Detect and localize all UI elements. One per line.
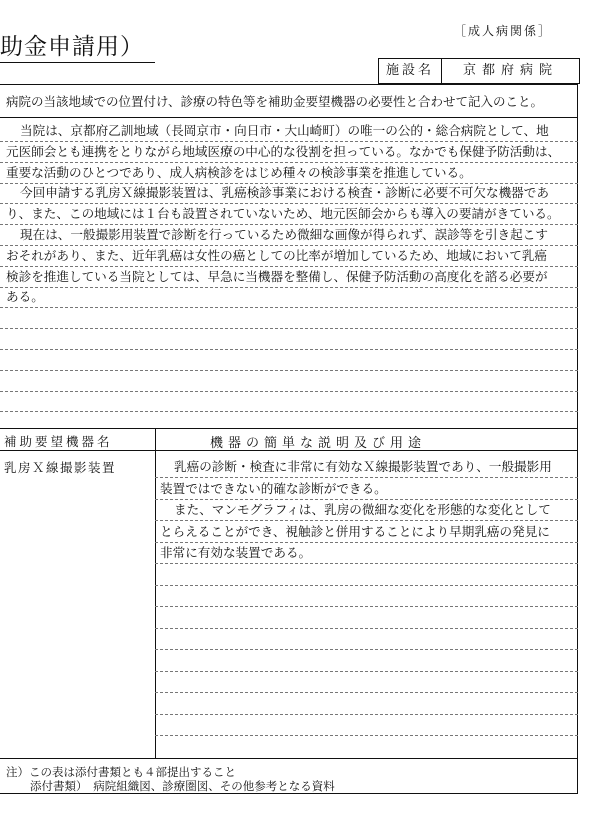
ruled-line xyxy=(0,266,578,267)
facility-box xyxy=(378,58,580,84)
description-text xyxy=(160,456,552,564)
ruled-line xyxy=(155,692,578,693)
category-label: ［成人病関係］ xyxy=(454,24,553,38)
body-line: 重要な活動のひとつであり、成人病検診をはじめ種々の検診事業を推進している。 xyxy=(6,164,472,180)
ruled-line xyxy=(155,671,578,672)
ruled-line xyxy=(155,735,578,736)
description-column-header: 機器の簡単な説明及び用途 xyxy=(210,436,427,451)
ruled-line xyxy=(155,499,578,500)
ruled-line xyxy=(155,520,578,521)
body-line: 現在は、一般撮影用装置で診断を行っているため微細な画像が得られず、誤診等を引き起こす xyxy=(20,226,548,242)
ruled-line xyxy=(155,606,578,607)
body-line: り、また、この地域には１台も設置されていないため、地元医師会からも導入の要請がきている。 xyxy=(6,206,560,222)
body-line: 当院は、京都府乙訓地域（長岡京市・向日市・大山崎町）の唯一の公的・総合病院として、地 xyxy=(20,123,549,138)
equipment-column-header: 補助要望機器名 xyxy=(4,434,113,449)
ruled-line xyxy=(0,162,578,163)
description-line: 装置ではできない的確な診断ができる。 xyxy=(160,480,387,496)
ruled-line xyxy=(0,411,578,412)
ruled-line xyxy=(0,328,578,329)
ruled-line xyxy=(0,245,578,246)
ruled-line xyxy=(0,141,578,142)
ruled-line xyxy=(0,183,578,184)
ruled-line xyxy=(155,714,578,715)
description-line: 乳癌の診断・検査に非常に有効なＸ線撮影装置であり、一般撮影用 xyxy=(174,459,552,474)
ruled-line xyxy=(0,391,578,392)
note-line-1: 注）この表は添付書類とも４部提出すること xyxy=(6,765,236,779)
ruled-line xyxy=(0,224,578,225)
body-line: ある。 xyxy=(6,289,44,305)
ruled-line xyxy=(155,477,578,478)
equipment-name: 乳房Ｘ線撮影装置 xyxy=(4,460,117,475)
ruled-line xyxy=(0,307,578,308)
instruction-divider xyxy=(0,117,578,118)
facility-name: 京都府病院 xyxy=(462,63,558,78)
facility-label: 施設名 xyxy=(379,59,442,83)
body-line: おそれがあり、また、近年乳癌は女性の癌としての比率が増加しているため、地域において乳癌 xyxy=(6,247,548,263)
ruled-line xyxy=(155,542,578,543)
page-title: 助金申請用） xyxy=(0,34,144,60)
body-text xyxy=(6,121,560,308)
note-line-2: 添付書類） 病院組織図、診療圏図、その他参考となる資料 xyxy=(30,779,335,793)
description-line: とらえることができ、視触診と併用することにより早期乳癌の発見に xyxy=(160,523,550,539)
body-line: 元医師会とも連携をとりながら地域医療の中心的な役割を担っている。なかでも保健予防活動は、 xyxy=(6,143,561,159)
table-top-border xyxy=(0,428,578,429)
instruction-text: 病院の当該地域での位置付け、診療の特色等を補助金要望機器の必要性と合わせて記入のこと。 xyxy=(6,94,544,109)
ruled-line xyxy=(0,349,578,350)
description-line: また、マンモグラフィは、乳房の微細な変化を形態的な変化として xyxy=(174,502,551,517)
title-underline xyxy=(0,62,155,63)
ruled-line xyxy=(155,628,578,629)
ruled-line xyxy=(155,563,578,564)
ruled-line xyxy=(0,203,578,204)
description-line: 非常に有効な装置である。 xyxy=(160,545,312,560)
body-line: 検診を推進している当院としては、早急に当機器を整備し、保健予防活動の高度化を諮る必要が xyxy=(6,268,548,284)
body-line: 今回申請する乳房Ｘ線撮影装置は、乳癌検診事業における検査・診断に必要不可欠な機器であ xyxy=(20,185,549,201)
ruled-line xyxy=(0,370,578,371)
notes-divider xyxy=(0,758,578,759)
ruled-line xyxy=(155,649,578,650)
ruled-line xyxy=(155,585,578,586)
ruled-line xyxy=(0,287,578,288)
